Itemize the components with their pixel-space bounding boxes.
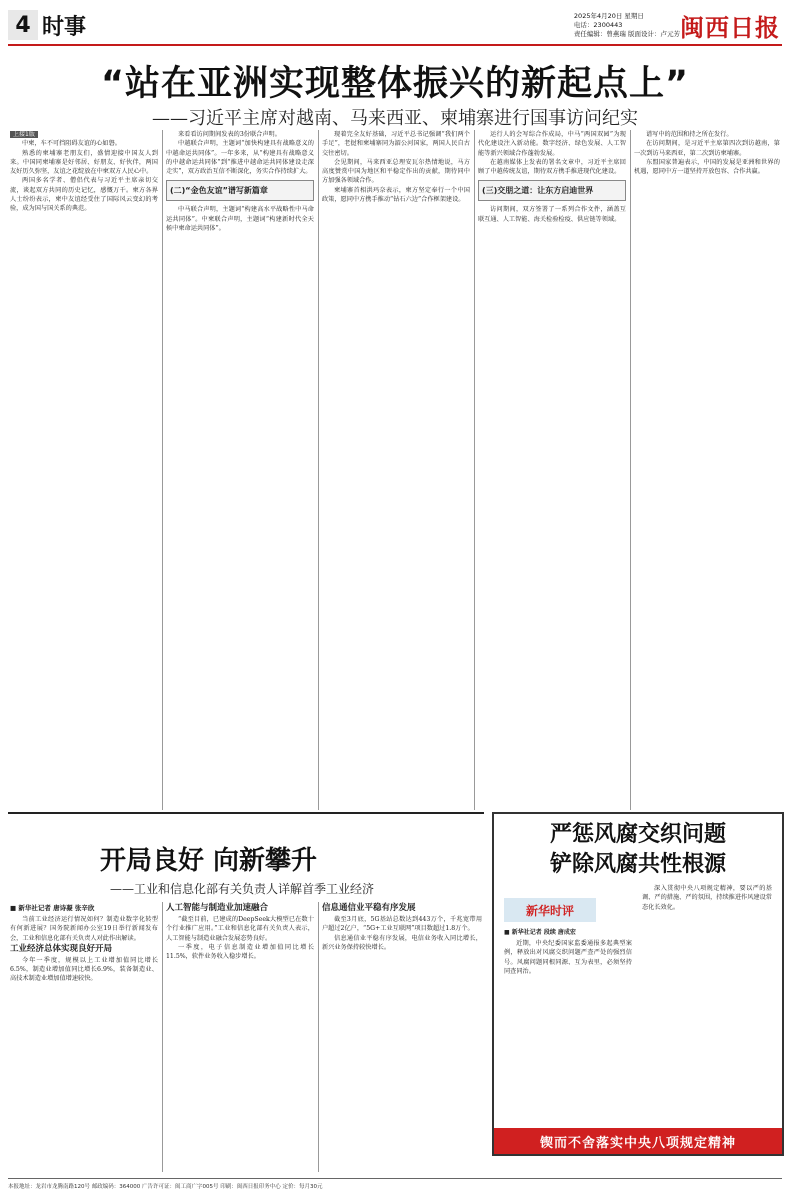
paragraph: 熟悉的柬埔寨老朋友们，盛情迎接中国友人到来。中国同柬埔寨是好邻居、好朋友、好伙伴，两国友好历久弥坚，友谊之花绽放在中柬双方人民心中。	[10, 149, 158, 176]
section-callout	[478, 180, 626, 201]
commentary-title-line1: 严惩风腐交织问题	[549, 822, 726, 847]
paragraph: 来看看访问期间发表的3份联合声明。	[178, 131, 281, 138]
paragraph: 会见期间，马来西亚总理安瓦尔热情地说，马方高度赞赏中国为地区和平稳定作出的贡献，期待同中方加强各领域合作。	[322, 158, 470, 185]
commentary-title	[494, 820, 782, 880]
lead-column-3	[322, 130, 470, 810]
lead-column-1	[10, 130, 158, 810]
page-number: 4	[8, 10, 38, 40]
paragraph: 信息通信业平稳有序发展，电信业务收入同比增长，新兴业务保持较快增长。	[322, 934, 482, 951]
commentary-column-1	[504, 926, 632, 1121]
page-number-block	[8, 8, 138, 42]
masthead-info	[574, 12, 680, 39]
paragraph: 两国多名学者、僧侣代表与习近平主席亲切交流，谈起双方共同的历史记忆，感慨万千。柬方各界人士纷纷表示，柬中友谊经受住了国际风云变幻的考验，成为国与国关系的典范。	[10, 177, 158, 213]
paragraph: 截至3月底，5G基站总数达到443万个，千兆宽带用户超过2亿户，“5G+工业互联网”项目数超过1.8万个。	[322, 916, 482, 933]
section-heading: 工业经济总体实现良好开局	[10, 943, 113, 954]
paragraph: 在访问期间，是习近平主席第四次到访越南，第一次到访马来西亚，第二次到访柬埔寨。	[634, 140, 780, 157]
lead-column-2	[166, 130, 314, 810]
lead-subhead: ——习近平主席对越南、马来西亚、柬埔寨进行国事访问纪实	[152, 108, 638, 129]
paragraph: 在越南媒体上发表的署名文章中，习近平主席回顾了中越传统友谊，期待双方携手推进现代化建设。	[478, 158, 626, 176]
paper-logo: 闽西日报	[680, 13, 780, 42]
paragraph: “截至目前，已建成的DeepSeek大模型已在数十个行业推广应用。”工业和信息化部有关负责人表示，人工智能与制造业融合发展态势良好。	[166, 916, 314, 942]
paragraph: 现着完全友好基础，习近平总书记强调“我们两个手足”，老挝和柬埔寨同为湄公河国家，两国人民自古交往密切。	[322, 131, 470, 157]
lead-headline: “站在亚洲实现整体振兴的新起点上”	[100, 64, 689, 104]
commentary-banner: 锲而不舍落实中央八项规定精神	[494, 1128, 782, 1154]
paragraph: 中马联合声明，主题词“构建高水平战略性中马命运共同体”。中柬联合声明，主题词“构建新时代全天候中柬命运共同体”。	[166, 206, 314, 233]
commentary-column-2	[642, 884, 772, 1121]
story2-headline: 开局良好 向新攀升	[100, 846, 318, 876]
commentary-box	[492, 812, 784, 1156]
paragraph: 当前工业经济运行情况如何？制造业数字化转型有何新进展？国务院新闻办公室19日举行新闻发布会，工业和信息化部有关负责人对此作出解读。	[10, 916, 158, 942]
paragraph: 中越联合声明，主题词“加快构建具有战略意义的中越命运共同体”。一年多来，从“构建具有战略意义的中越命运共同体”到“推进中越命运共同体建设走深走实”，双方政治互信不断深化，务实合作持续扩大。	[166, 140, 314, 176]
masthead-rule	[8, 44, 782, 46]
byline: ■ 新华社记者 段续 唐成宏	[504, 929, 576, 936]
paragraph: 柬埔寨首相洪玛奈表示，柬方坚定奉行一个中国政策，愿同中方携手推动“钻石六边”合作框架建设。	[322, 186, 470, 204]
section-callout	[166, 180, 314, 201]
paragraph: 一季度，电子信息制造业增加值同比增长11.5%，软件业务收入稳步增长。	[166, 943, 314, 961]
paragraph: 深入贯彻中央八项规定精神，要以严的基调、严的措施、严的氛围，持续推进作风建设常态化长效化。	[642, 885, 772, 911]
issue-date: 2025年4月20日 星期日	[573, 12, 644, 20]
lead-column-5	[634, 130, 780, 810]
section-heading: (三)交朋之道：让东方启迪世界	[482, 186, 594, 196]
continued-label: 上接1版	[10, 131, 38, 138]
story2-column-2	[166, 902, 314, 1172]
paragraph: 中柬，车不可挡阻碍友谊的心如磐。	[22, 140, 121, 148]
commentary-badge: 新华时评	[504, 898, 596, 922]
paragraph: 访问期间，双方签署了一系列合作文件，涵盖互联互通、人工智能、海关检验检疫、供应链等领域。	[478, 206, 626, 223]
story2-column-1	[10, 902, 158, 1172]
commentary-title-line2: 铲除风腐共性根源	[549, 852, 726, 877]
byline: ■ 新华社记者 唐诗凝 张辛欣	[10, 904, 95, 912]
section-heading: 人工智能与制造业加速融合	[166, 903, 269, 913]
story2-subhead: ——工业和信息化部有关负责人详解首季工业经济	[110, 882, 375, 896]
section-heading: (二)“金色友谊”谱写新篇章	[170, 186, 268, 196]
phone: 电话：2300443	[573, 21, 623, 29]
paragraph: 谱写中的范围和持之所在发行。	[646, 131, 733, 138]
editors: 责任编辑：曾燕瑞 版面设计：卢元芳	[573, 30, 680, 38]
footer: 本报地址：龙岩市龙腾南路120号 邮政编码：364000 广告许可证：闽工商广字005号 印刷：闽西日报印务中心 定价：每月30元	[8, 1178, 782, 1190]
section-heading: 信息通信业平稳有序发展	[322, 903, 416, 913]
paragraph: 东盟国家普遍表示，中国的发展是亚洲和世界的机遇，愿同中方一道坚持开放包容、合作共赢。	[634, 158, 780, 176]
paragraph: 运行人的会写综合作成局，中马“两国双园”为现代化建设注入新动能。数字经济、绿色发展、人工智能等新兴领域合作蓬勃发展。	[478, 131, 626, 157]
paragraph: 近期，中央纪委国家监委通报多起典型案例，释放出对风腐交织问题严查严处的强烈信号。风腐问题同根同源、互为表里，必须坚持同查同治。	[504, 940, 632, 975]
paragraph: 今年一季度，规模以上工业增加值同比增长6.5%，制造业增加值同比增长6.9%，装备制造业、高技术制造业增加值增速较快。	[10, 956, 158, 983]
story2-column-3	[322, 902, 482, 1172]
lead-column-4	[478, 130, 626, 810]
section-name: 时事	[42, 14, 87, 40]
